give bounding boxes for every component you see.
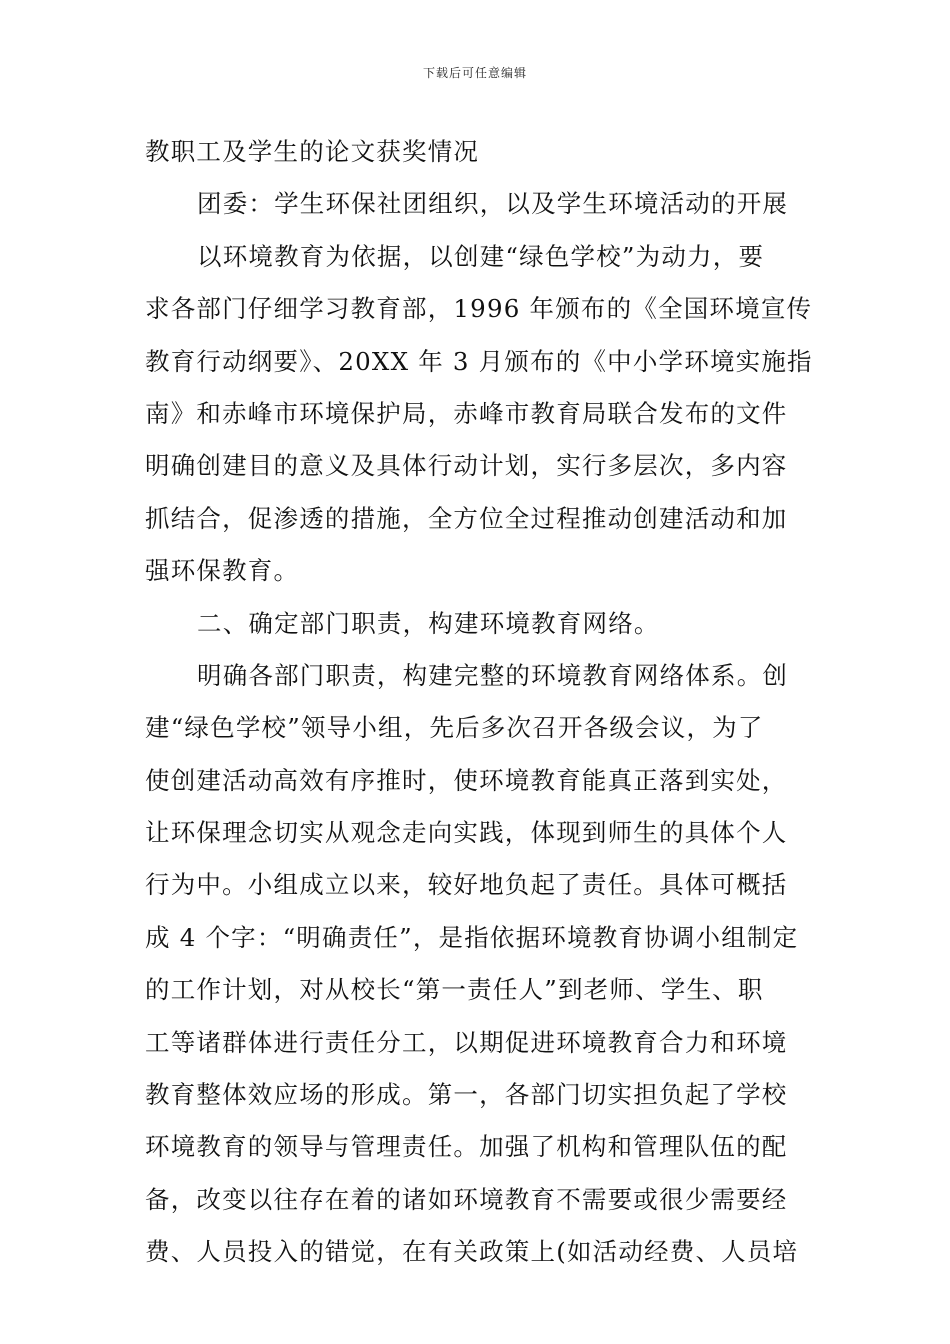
text-line: 费、人员投入的错觉，在有关政策上(如活动经费、人员培	[145, 1237, 799, 1267]
section-heading: 二、确定部门职责，构建环境教育网络。	[197, 608, 660, 638]
text-line: 的工作计划，对从校长“第一责任人”到老师、学生、职	[145, 975, 764, 1005]
text-line: 团委：学生环保社团组织，以及学生环境活动的开展	[197, 189, 789, 219]
page-header: 下载后可任意编辑	[422, 66, 527, 80]
text-line: 建“绿色学校”领导小组，先后多次召开各级会议，为了	[145, 713, 764, 743]
text-line: 成 4 个字：“明确责任”，是指依据环境教育协调小组制定	[145, 922, 799, 952]
text-line: 教职工及学生的论文获奖情况	[145, 137, 480, 166]
text-line: 工等诸群体进行责任分工，以期促进环境教育合力和环境	[145, 1027, 788, 1057]
text-line: 强环保教育。	[145, 556, 300, 586]
text-line: 使创建活动高效有序推时，使环境教育能真正落到实处，	[145, 765, 788, 795]
text-line: 行为中。小组成立以来，较好地负起了责任。具体可概括	[145, 870, 788, 900]
text-line: 求各部门仔细学习教育部，1996 年颁布的《全国环境宣传	[145, 294, 813, 324]
text-line: 备，改变以往存在着的诸如环境教育不需要或很少需要经	[145, 1184, 788, 1214]
text-line: 南》和赤峰市环境保护局，赤峰市教育局联合发布的文件	[145, 398, 788, 428]
text-line: 教育整体效应场的形成。第一，各部门切实担负起了学校	[145, 1080, 788, 1110]
text-line: 明确创建目的意义及具体行动计划，实行多层次，多内容	[145, 451, 788, 481]
text-line: 明确各部门职责，构建完整的环境教育网络体系。创	[197, 660, 789, 690]
document-body	[145, 126, 813, 1279]
text-line: 环境教育的领导与管理责任。加强了机构和管理队伍的配	[145, 1132, 788, 1162]
text-line: 抓结合，促渗透的措施，全方位全过程推动创建活动和加	[145, 503, 788, 533]
text-line: 教育行动纲要》、20XX 年 3 月颁布的《中小学环境实施指	[145, 346, 813, 376]
text-line: 让环保理念切实从观念走向实践，体现到师生的具体个人	[145, 818, 788, 848]
text-line: 以环境教育为依据，以创建“绿色学校”为动力，要	[197, 241, 765, 271]
